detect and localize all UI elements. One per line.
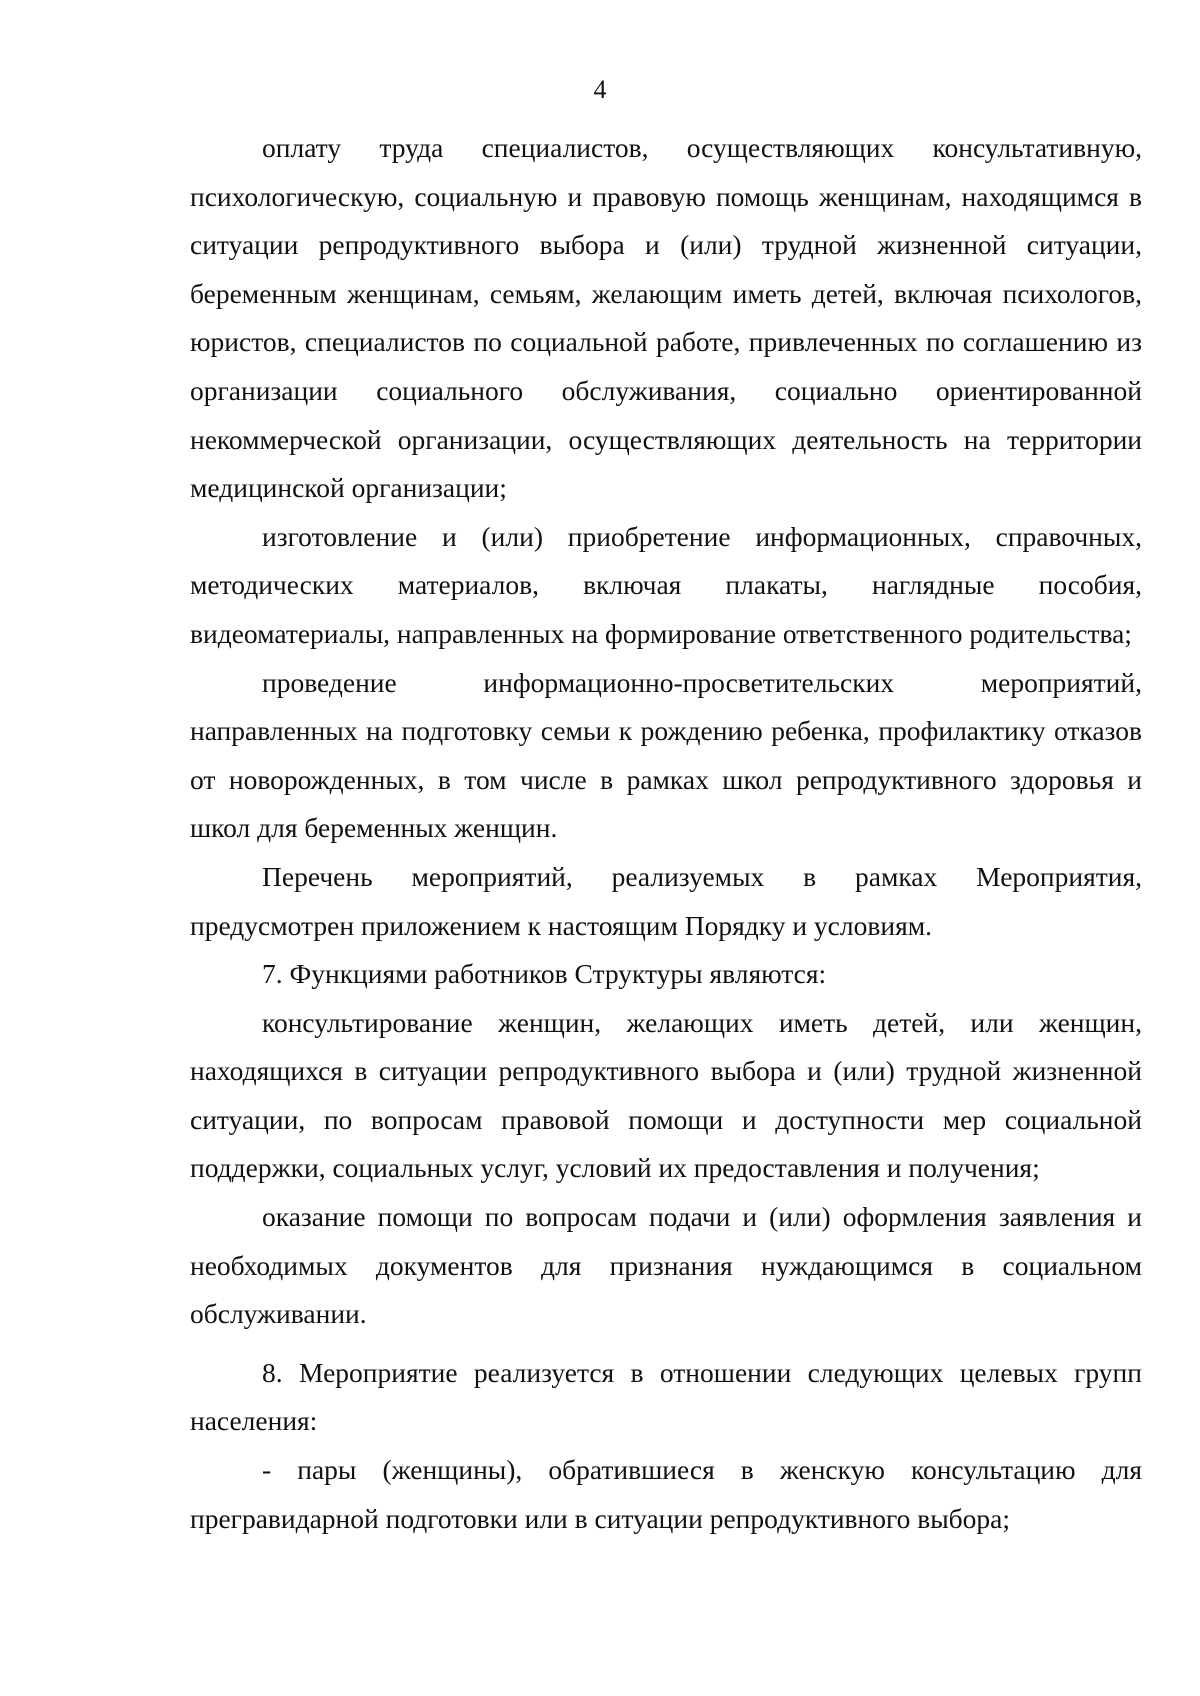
paragraph-educational-events: проведение информационно-просветительских мероприятий, направленных на подготовку семьи к рождению ребенка, профилактику отказов от новорожденных, в том числе в рамках школ репродуктивного здоровья и школ для беременных женщин.: [190, 666, 1142, 844]
paragraph-events-list: Перечень мероприятий, реализуемых в рамках Мероприятия, предусмотрен приложением к настоящим Порядку и условиям.: [190, 860, 1142, 941]
paragraph-target-group-couples: - пары (женщины), обратившиеся в женскую консультацию для прегравидарной подготовки или в ситуации репродуктивного выбора;: [190, 1454, 1142, 1534]
paragraph-materials-production: изготовление и (или) приобретение информационных, справочных, методических материалов, включая плакаты, наглядные пособия, видеоматериалы, направленных на формирование ответственного родительства;: [190, 520, 1142, 649]
page-number: 4: [593, 75, 607, 104]
document-body: [190, 124, 1142, 1543]
paragraph-application-help: оказание помощи по вопросам подачи и (или) оформления заявления и необходимых документов для признания нуждающимся в социальном обслуживании.: [190, 1201, 1142, 1330]
paragraph-section-8-heading: 8. Мероприятие реализуется в отношении следующих целевых групп населения:: [190, 1356, 1142, 1437]
paragraph-consulting: консультирование женщин, желающих иметь детей, или женщин, находящихся в ситуации репродуктивного выбора и (или) трудной жизненной ситуации, по вопросам правовой помощи и доступности мер социальной поддержки, социальных услуг, условий их предоставления и получения;: [190, 1006, 1142, 1184]
paragraph-staff-payment: оплату труда специалистов, осуществляющих консультативную, психологическую, социальную и правовую помощь женщинам, находящимся в ситуации репродуктивного выбора и (или) трудной жизненной ситуации, беременным женщинам, семьям, желающим иметь детей, включая психологов, юристов, специалистов по социальной работе, привлеченных по соглашению из организации социального обслуживания, социально ориентированной некоммерческой организации, осуществляющих деятельность на территории медицинской организации;: [190, 132, 1142, 504]
paragraph-section-7-heading: 7. Функциями работников Структуры являются:: [262, 958, 827, 990]
